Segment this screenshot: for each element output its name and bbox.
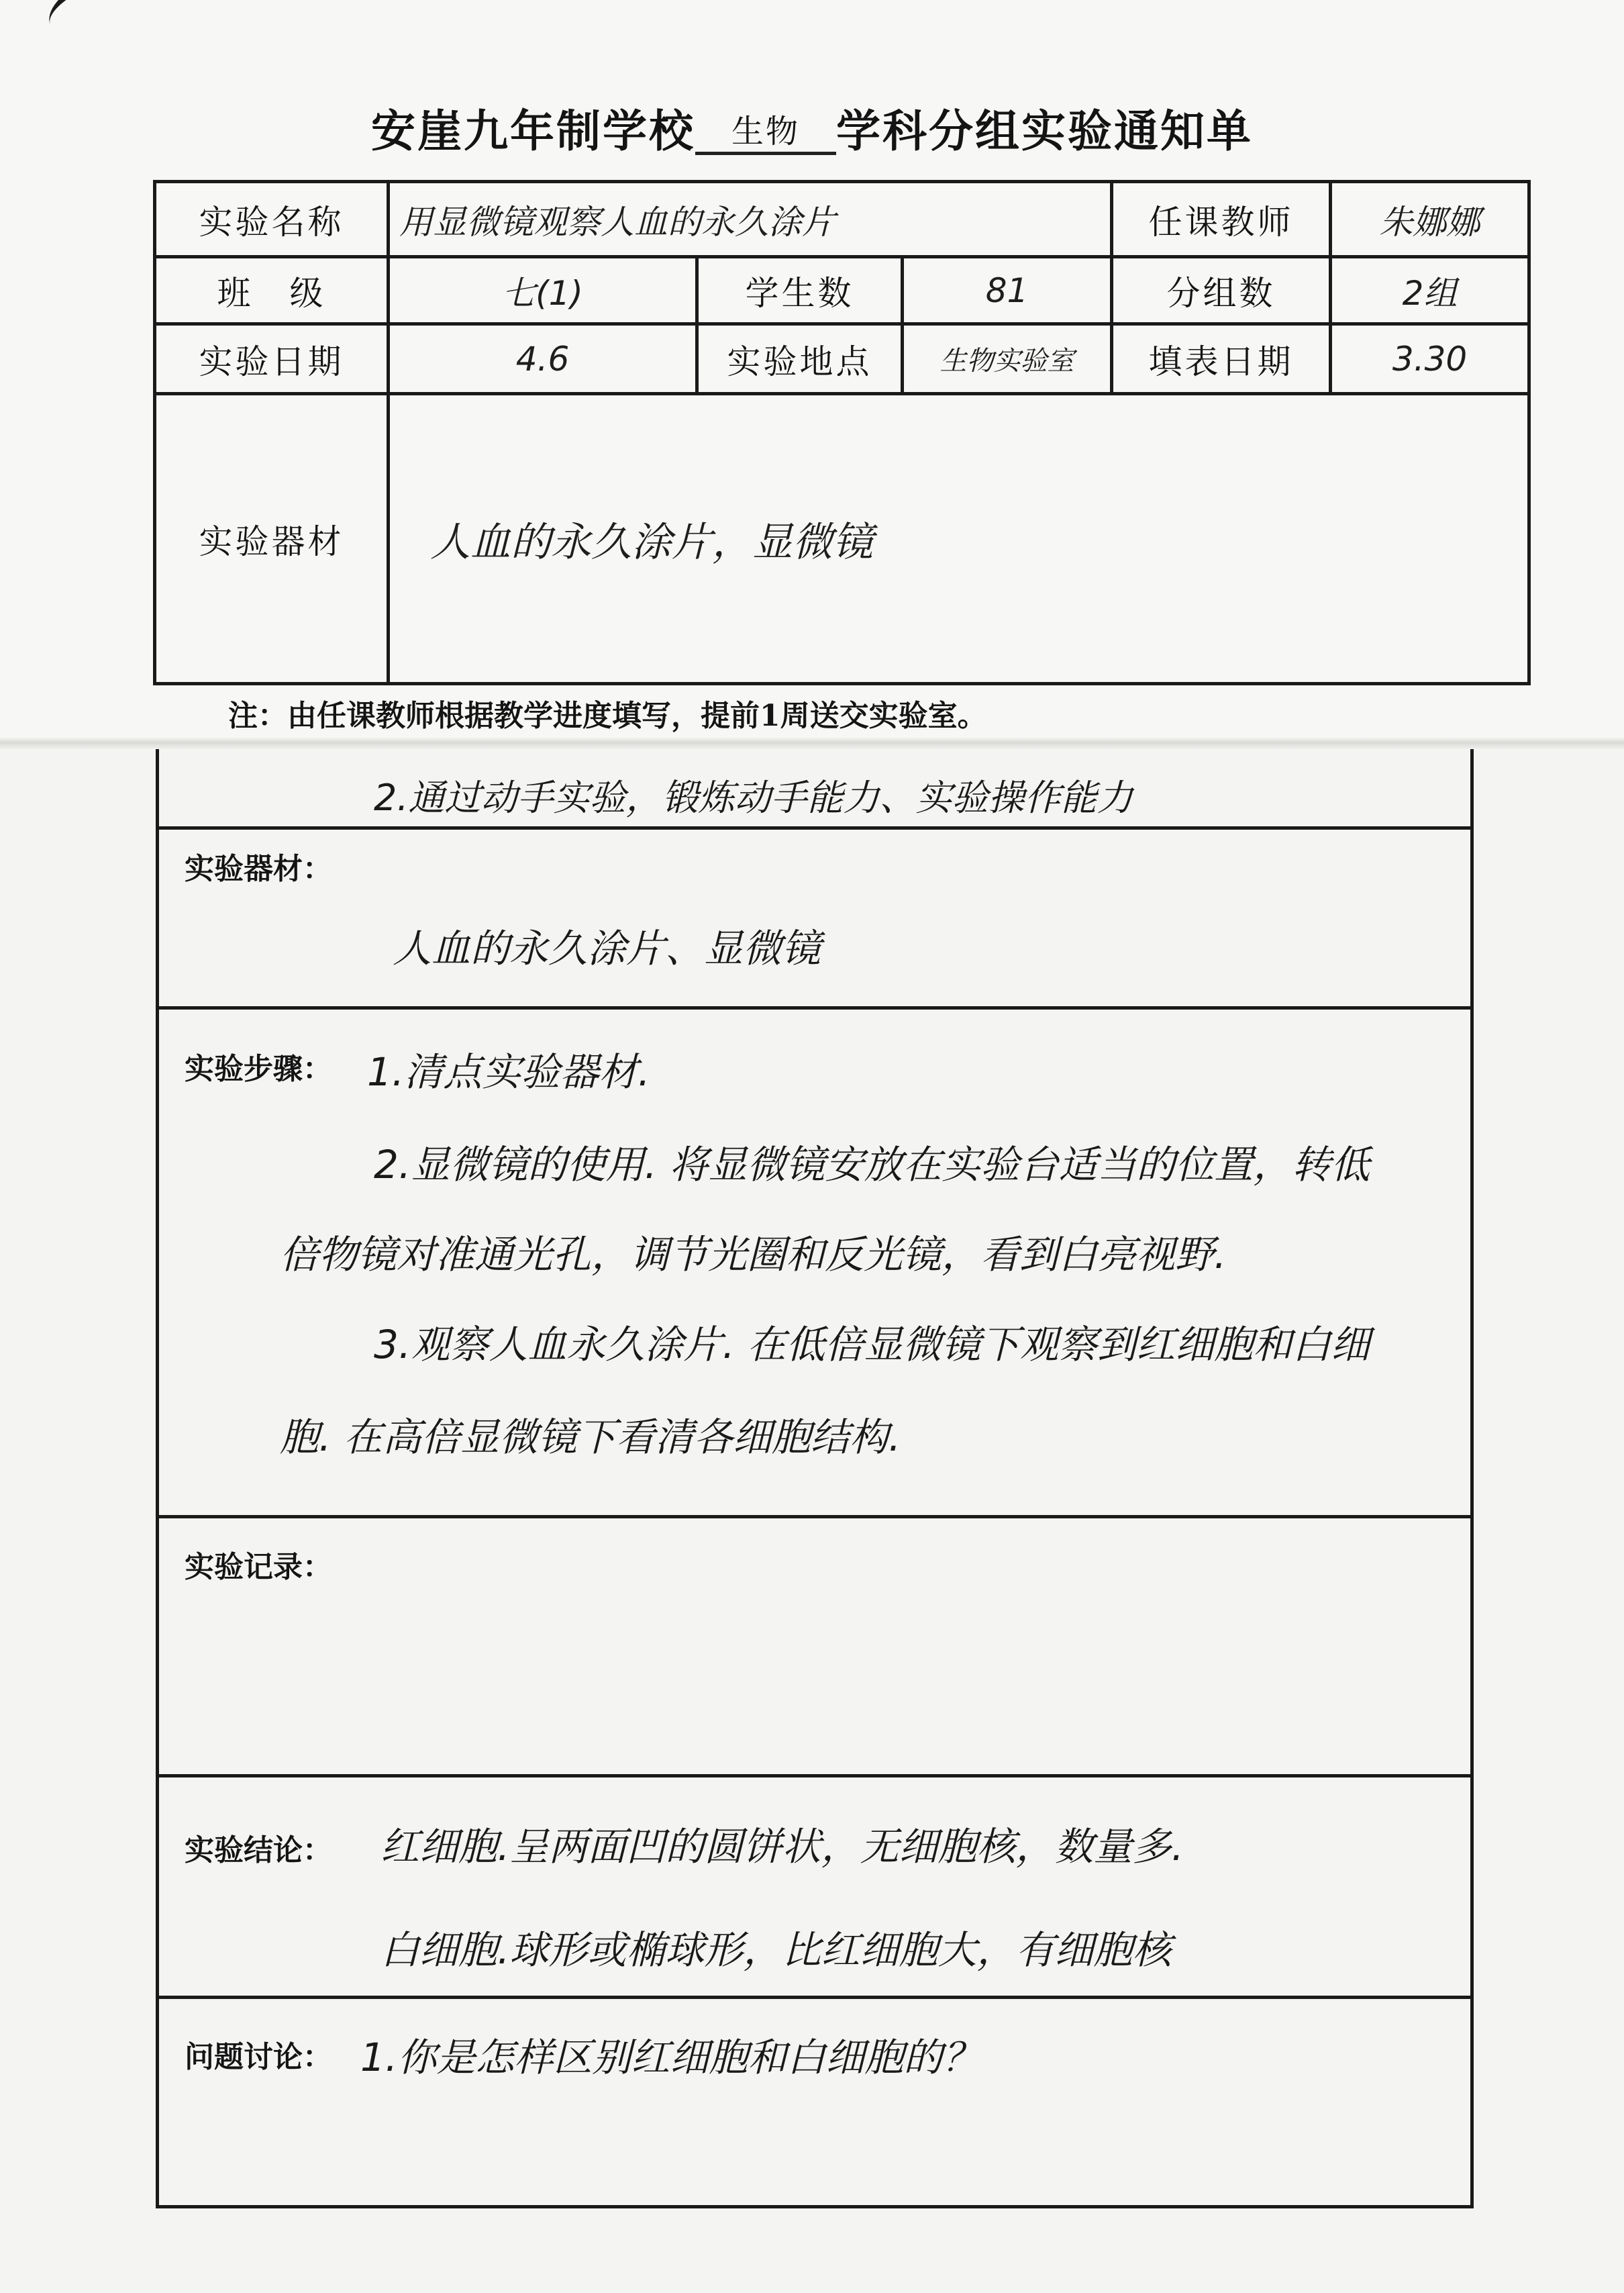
experiment-name-label: 实验名称 <box>155 182 389 257</box>
conclusion-line: 红细胞.呈两面凹的圆饼状，无细胞核，数量多. <box>380 1824 1184 1869</box>
experiment-report-sheet <box>156 749 1474 2208</box>
conclusion-line: 白细胞.球形或椭球形，比红细胞大，有细胞核 <box>380 1927 1172 1973</box>
footnote: 注：由任课教师根据教学进度填写，提前1周送交实验室。 <box>228 699 987 733</box>
record-label: 实验记录： <box>185 1550 332 1584</box>
step-line: 2.显微镜的使用. 将显微镜安放在实验台适当的位置，转低 <box>374 1142 1370 1187</box>
class-label: 班 级 <box>155 257 389 324</box>
title-suffix: 学科分组实验通知单 <box>836 105 1253 157</box>
materials-label: 实验器材 <box>155 394 389 684</box>
section-objective <box>159 749 1470 830</box>
title-subject: 生物 <box>695 105 836 155</box>
groups-value: 2组 <box>1331 257 1529 324</box>
fill-date-value: 3.30 <box>1331 324 1529 394</box>
row-date <box>155 324 1529 394</box>
experiment-name-value: 用显微镜观察人血的永久涂片 <box>389 182 1112 257</box>
date-value: 4.6 <box>389 324 697 394</box>
class-value: 七(1) <box>389 257 697 324</box>
row-experiment-name <box>155 182 1529 257</box>
teacher-value: 朱娜娜 <box>1331 182 1529 257</box>
materials-value: 人血的永久涂片，显微镜 <box>389 394 1529 684</box>
date-label: 实验日期 <box>155 324 389 394</box>
steps-label: 实验步骤： <box>185 1052 332 1086</box>
teacher-label: 任课教师 <box>1112 182 1331 257</box>
section-discussion <box>159 1999 1470 2208</box>
section-materials <box>159 830 1470 1010</box>
step-line: 胞. 在高倍显微镜下看清各细胞结构. <box>280 1414 901 1460</box>
conclusion-label: 实验结论： <box>185 1833 332 1867</box>
title-prefix: 安崖九年制学校 <box>371 105 695 157</box>
page-title <box>0 95 1624 159</box>
location-value: 生物实验室 <box>903 324 1112 394</box>
section-steps <box>159 1010 1470 1518</box>
location-label: 实验地点 <box>697 324 903 394</box>
notice-form-table <box>153 180 1531 685</box>
step-line: 3.观察人血永久涂片. 在低倍显微镜下观察到红细胞和白细 <box>374 1322 1370 1367</box>
step-line: 1.清点实验器材. <box>367 1049 650 1095</box>
report-materials-label: 实验器材： <box>185 852 332 886</box>
report-materials-value: 人血的永久涂片、显微镜 <box>393 926 821 971</box>
students-label: 学生数 <box>697 257 903 324</box>
objective-line: 2.通过动手实验，锻炼动手能力、实验操作能力 <box>374 777 1133 819</box>
row-materials <box>155 394 1529 684</box>
section-conclusion <box>159 1777 1470 1999</box>
section-record <box>159 1518 1470 1777</box>
paper-overlap-edge <box>0 737 1624 749</box>
step-line: 倍物镜对准通光孔，调节光圈和反光镜，看到白亮视野. <box>280 1232 1227 1277</box>
students-value: 81 <box>903 257 1112 324</box>
discussion-question: 1.你是怎样区别红细胞和白细胞的？ <box>360 2035 982 2080</box>
fill-date-label: 填表日期 <box>1112 324 1331 394</box>
discussion-label: 问题讨论： <box>185 2040 332 2074</box>
row-class <box>155 257 1529 324</box>
groups-label: 分组数 <box>1112 257 1331 324</box>
